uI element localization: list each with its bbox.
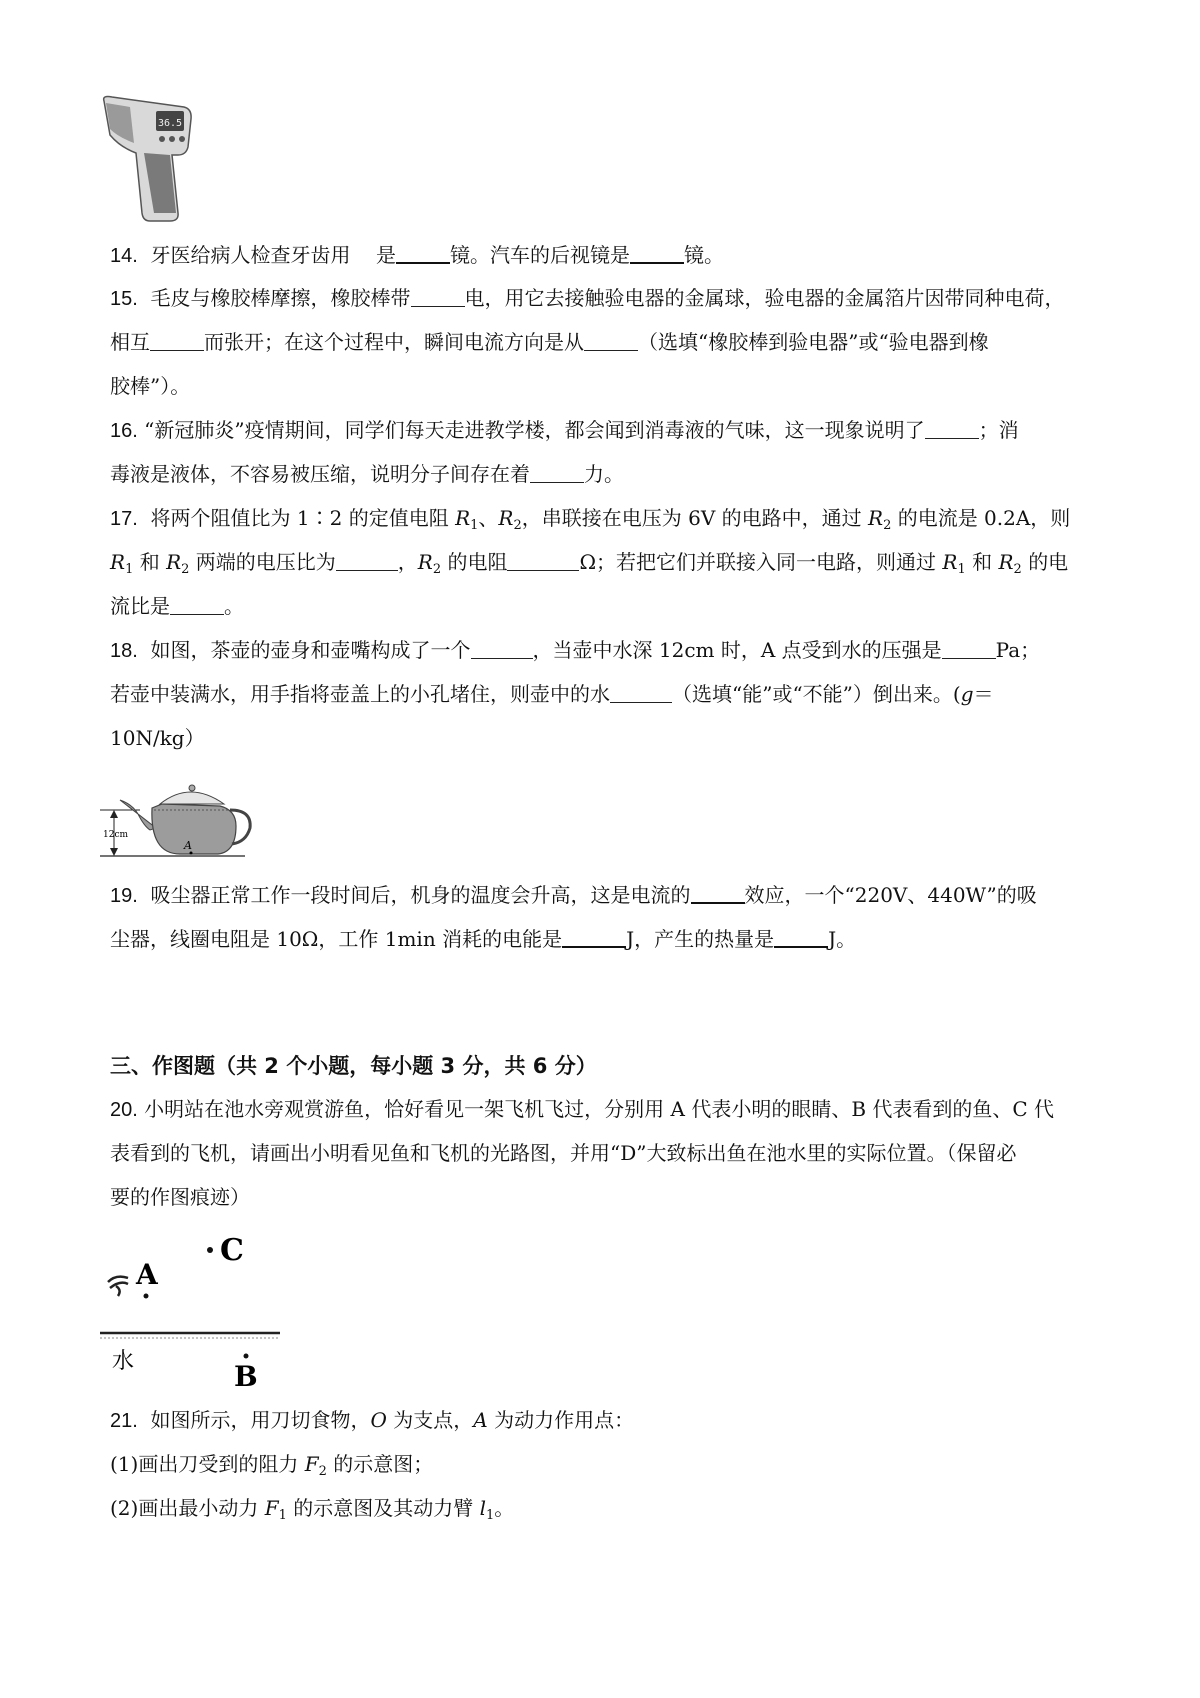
- thermometer-display: 36.5: [157, 118, 183, 129]
- question-19-line-1: [110, 882, 1095, 908]
- q15-text: 胶棒”）。: [110, 374, 191, 398]
- question-21-line-1: [110, 1408, 1095, 1433]
- subscript: 2: [432, 562, 442, 577]
- q21-text: 为支点，: [393, 1408, 474, 1432]
- a-symbol: A: [473, 1408, 488, 1432]
- q18-text: ＝: [973, 682, 994, 706]
- question-18-line-2: [110, 682, 1095, 706]
- water-label: 水: [112, 1349, 135, 1374]
- label-b: B: [234, 1360, 258, 1386]
- q18-text: Pa；: [995, 638, 1041, 662]
- q18-text: （选填“能”或“不能”）倒出来。(: [672, 682, 961, 706]
- q17-text: 的电流是 0.2A，则: [897, 506, 1071, 530]
- q19-text: J。: [828, 927, 857, 951]
- question-15-line-3: [110, 374, 1095, 398]
- subscript: 2: [883, 518, 892, 533]
- depth-label: 12cm: [103, 830, 129, 840]
- q15-text: 相互: [110, 330, 150, 354]
- answer-blank[interactable]: [411, 286, 465, 307]
- answer-blank[interactable]: [507, 550, 579, 571]
- question-20-line-1: [110, 1097, 1095, 1122]
- q19-text: 吸尘器正常工作一段时间后，机身的温度会升高，这是电流的: [150, 883, 691, 907]
- question-15-line-2: [110, 330, 1095, 354]
- answer-blank[interactable]: [584, 330, 638, 351]
- r-symbol: R: [417, 550, 433, 574]
- section-heading: 三、作图题（共 2 个小题，每小题 3 分，共 6 分）: [110, 1054, 597, 1078]
- o-symbol: O: [370, 1408, 387, 1432]
- subscript: 2: [181, 562, 190, 577]
- q21-text: 如图所示，用刀切食物，: [150, 1408, 371, 1432]
- question-14: [110, 242, 1095, 268]
- q17-text: Ω；若把它们并联接入同一电路，则通过: [579, 550, 943, 574]
- question-21-line-3: [110, 1496, 1095, 1523]
- r-symbol: R: [455, 506, 471, 530]
- answer-blank[interactable]: [530, 462, 584, 483]
- answer-blank[interactable]: [336, 550, 398, 571]
- question-number: 16.: [110, 420, 138, 442]
- q17-text: 的电: [1028, 550, 1069, 574]
- q18-text: 若壶中装满水，用手指将壶盖上的小孔堵住，则壶中的水: [110, 682, 610, 706]
- r-symbol: R: [868, 506, 884, 530]
- light-path-figure: [100, 1226, 300, 1386]
- subscript: 2: [1013, 562, 1022, 577]
- q17-text: 的电阻: [447, 550, 508, 574]
- q15-text: （选填“橡胶棒到验电器”或“验电器到橡: [638, 330, 989, 354]
- question-15-line-1: [110, 286, 1095, 311]
- r-symbol: R: [110, 550, 126, 574]
- answer-blank[interactable]: [774, 926, 828, 948]
- q15-text: 而张开；在这个过程中，瞬间电流方向是从: [204, 330, 584, 354]
- q17-text: ，: [397, 550, 418, 574]
- teapot-figure: [100, 770, 270, 880]
- label-a: A: [136, 1258, 158, 1291]
- q18-text: ，当壶中水深 12cm 时，A 点受到水的压强是: [532, 638, 942, 662]
- point-b: [244, 1354, 249, 1359]
- subscript: 1: [278, 1508, 287, 1523]
- question-number: 18.: [110, 640, 138, 662]
- q17-text: 将两个阻值比为 1∶2 的定值电阻: [150, 506, 456, 530]
- q15-text: 电，用它去接触验电器的金属球，验电器的金属箔片因带同种电荷，: [464, 286, 1065, 310]
- point-c: [207, 1247, 213, 1253]
- question-21-line-2: [110, 1452, 1095, 1479]
- answer-blank[interactable]: [610, 682, 672, 703]
- question-18-line-3: [110, 726, 1095, 750]
- l-symbol: l: [479, 1496, 486, 1520]
- q19-text: 效应，一个“220V、440W”的吸: [744, 883, 1037, 907]
- infrared-thermometer-figure: [100, 95, 200, 223]
- question-number: 15.: [110, 288, 138, 310]
- point-a-label: A: [184, 839, 192, 852]
- question-19-line-2: [110, 926, 1095, 951]
- r-symbol: R: [942, 550, 958, 574]
- answer-blank[interactable]: [170, 594, 224, 615]
- question-20-line-2: [110, 1141, 1095, 1165]
- question-number: 21.: [110, 1410, 138, 1432]
- subscript: 2: [318, 1464, 327, 1479]
- f-symbol: F: [304, 1452, 319, 1476]
- q20-text: 小明站在池水旁观赏游鱼，恰好看见一架飞机飞过，分别用 A 代表小明的眼睛、B 代表看到的鱼、C 代: [144, 1097, 1055, 1121]
- q16-text: “新冠肺炎”疫情期间，同学们每天走进教学楼，都会闻到消毒液的气味，这一现象说明了: [144, 418, 925, 442]
- r-symbol: R: [166, 550, 182, 574]
- q16-text: 毒液是液体，不容易被压缩，说明分子间存在着: [110, 462, 530, 486]
- q14-text-a: 牙医给病人检查牙齿用: [150, 243, 351, 267]
- q17-text: 和: [139, 550, 160, 574]
- answer-blank[interactable]: [630, 242, 684, 264]
- q17-text: ，串联接在电压为 6V 的电路中，通过: [521, 506, 868, 530]
- question-17-line-3: [110, 594, 1095, 618]
- q18-text: 10N/kg）: [110, 726, 205, 750]
- answer-blank[interactable]: [691, 882, 745, 904]
- q20-text: 表看到的飞机，请画出小明看见鱼和飞机的光路图，并用“D”大致标出鱼在池水里的实际位置。（保留必: [110, 1141, 1017, 1165]
- q14-text-b: 是: [375, 243, 396, 267]
- q17-text: 和: [972, 550, 993, 574]
- q17-text: 流比是: [110, 594, 170, 618]
- q17-text: 。: [224, 594, 244, 618]
- label-c: C: [220, 1233, 244, 1268]
- answer-blank[interactable]: [471, 638, 533, 659]
- q20-text: 要的作图痕迹）: [110, 1185, 250, 1209]
- subscript: 1: [470, 518, 479, 533]
- question-17-line-1: [110, 506, 1095, 531]
- q21-text: 为动力作用点：: [494, 1408, 635, 1432]
- q17-text: 两端的电压比为: [195, 550, 336, 574]
- question-17-line-2: [110, 550, 1095, 577]
- q17-text: 、: [478, 506, 499, 530]
- g-symbol: g: [960, 682, 974, 706]
- r-symbol: R: [498, 506, 514, 530]
- point-a: [144, 1294, 149, 1299]
- answer-blank[interactable]: [562, 926, 626, 948]
- q21-text: (2)画出最小动力: [110, 1496, 265, 1520]
- q18-text: 如图，茶壶的壶身和壶嘴构成了一个: [150, 638, 471, 662]
- question-number: 17.: [110, 508, 138, 530]
- subscript: 1: [957, 562, 966, 577]
- subscript: 1: [125, 562, 134, 577]
- answer-blank[interactable]: [942, 638, 996, 659]
- q21-text: 的示意图及其动力臂: [293, 1496, 480, 1520]
- question-18-line-1: [110, 638, 1095, 663]
- q21-text: (1)画出刀受到的阻力: [110, 1452, 305, 1476]
- answer-blank[interactable]: [925, 418, 979, 439]
- question-number: 19.: [110, 885, 138, 907]
- question-16-line-1: [110, 418, 1095, 443]
- f-symbol: F: [264, 1496, 279, 1520]
- question-number: 14.: [110, 245, 138, 267]
- subscript: 1: [485, 1508, 495, 1523]
- subscript: 2: [513, 518, 522, 533]
- q15-text: 毛皮与橡胶棒摩擦，橡胶棒带: [150, 286, 411, 310]
- question-number: 20.: [110, 1099, 138, 1121]
- q14-text-d: 镜。: [683, 243, 724, 267]
- q16-text: ；消: [978, 418, 1019, 442]
- question-16-line-2: [110, 462, 1095, 486]
- q16-text: 力。: [584, 462, 624, 486]
- q21-text: 。: [494, 1496, 515, 1520]
- question-20-line-3: [110, 1185, 1095, 1209]
- q14-text-c: 镜。汽车的后视镜是: [449, 243, 630, 267]
- q19-text: 尘器，线圈电阻是 10Ω，工作 1min 消耗的电能是: [110, 927, 563, 951]
- q19-text: J，产生的热量是: [626, 927, 775, 951]
- answer-blank[interactable]: [396, 242, 450, 264]
- q21-text: 的示意图；: [333, 1452, 434, 1476]
- r-symbol: R: [998, 550, 1014, 574]
- answer-blank[interactable]: [150, 330, 204, 351]
